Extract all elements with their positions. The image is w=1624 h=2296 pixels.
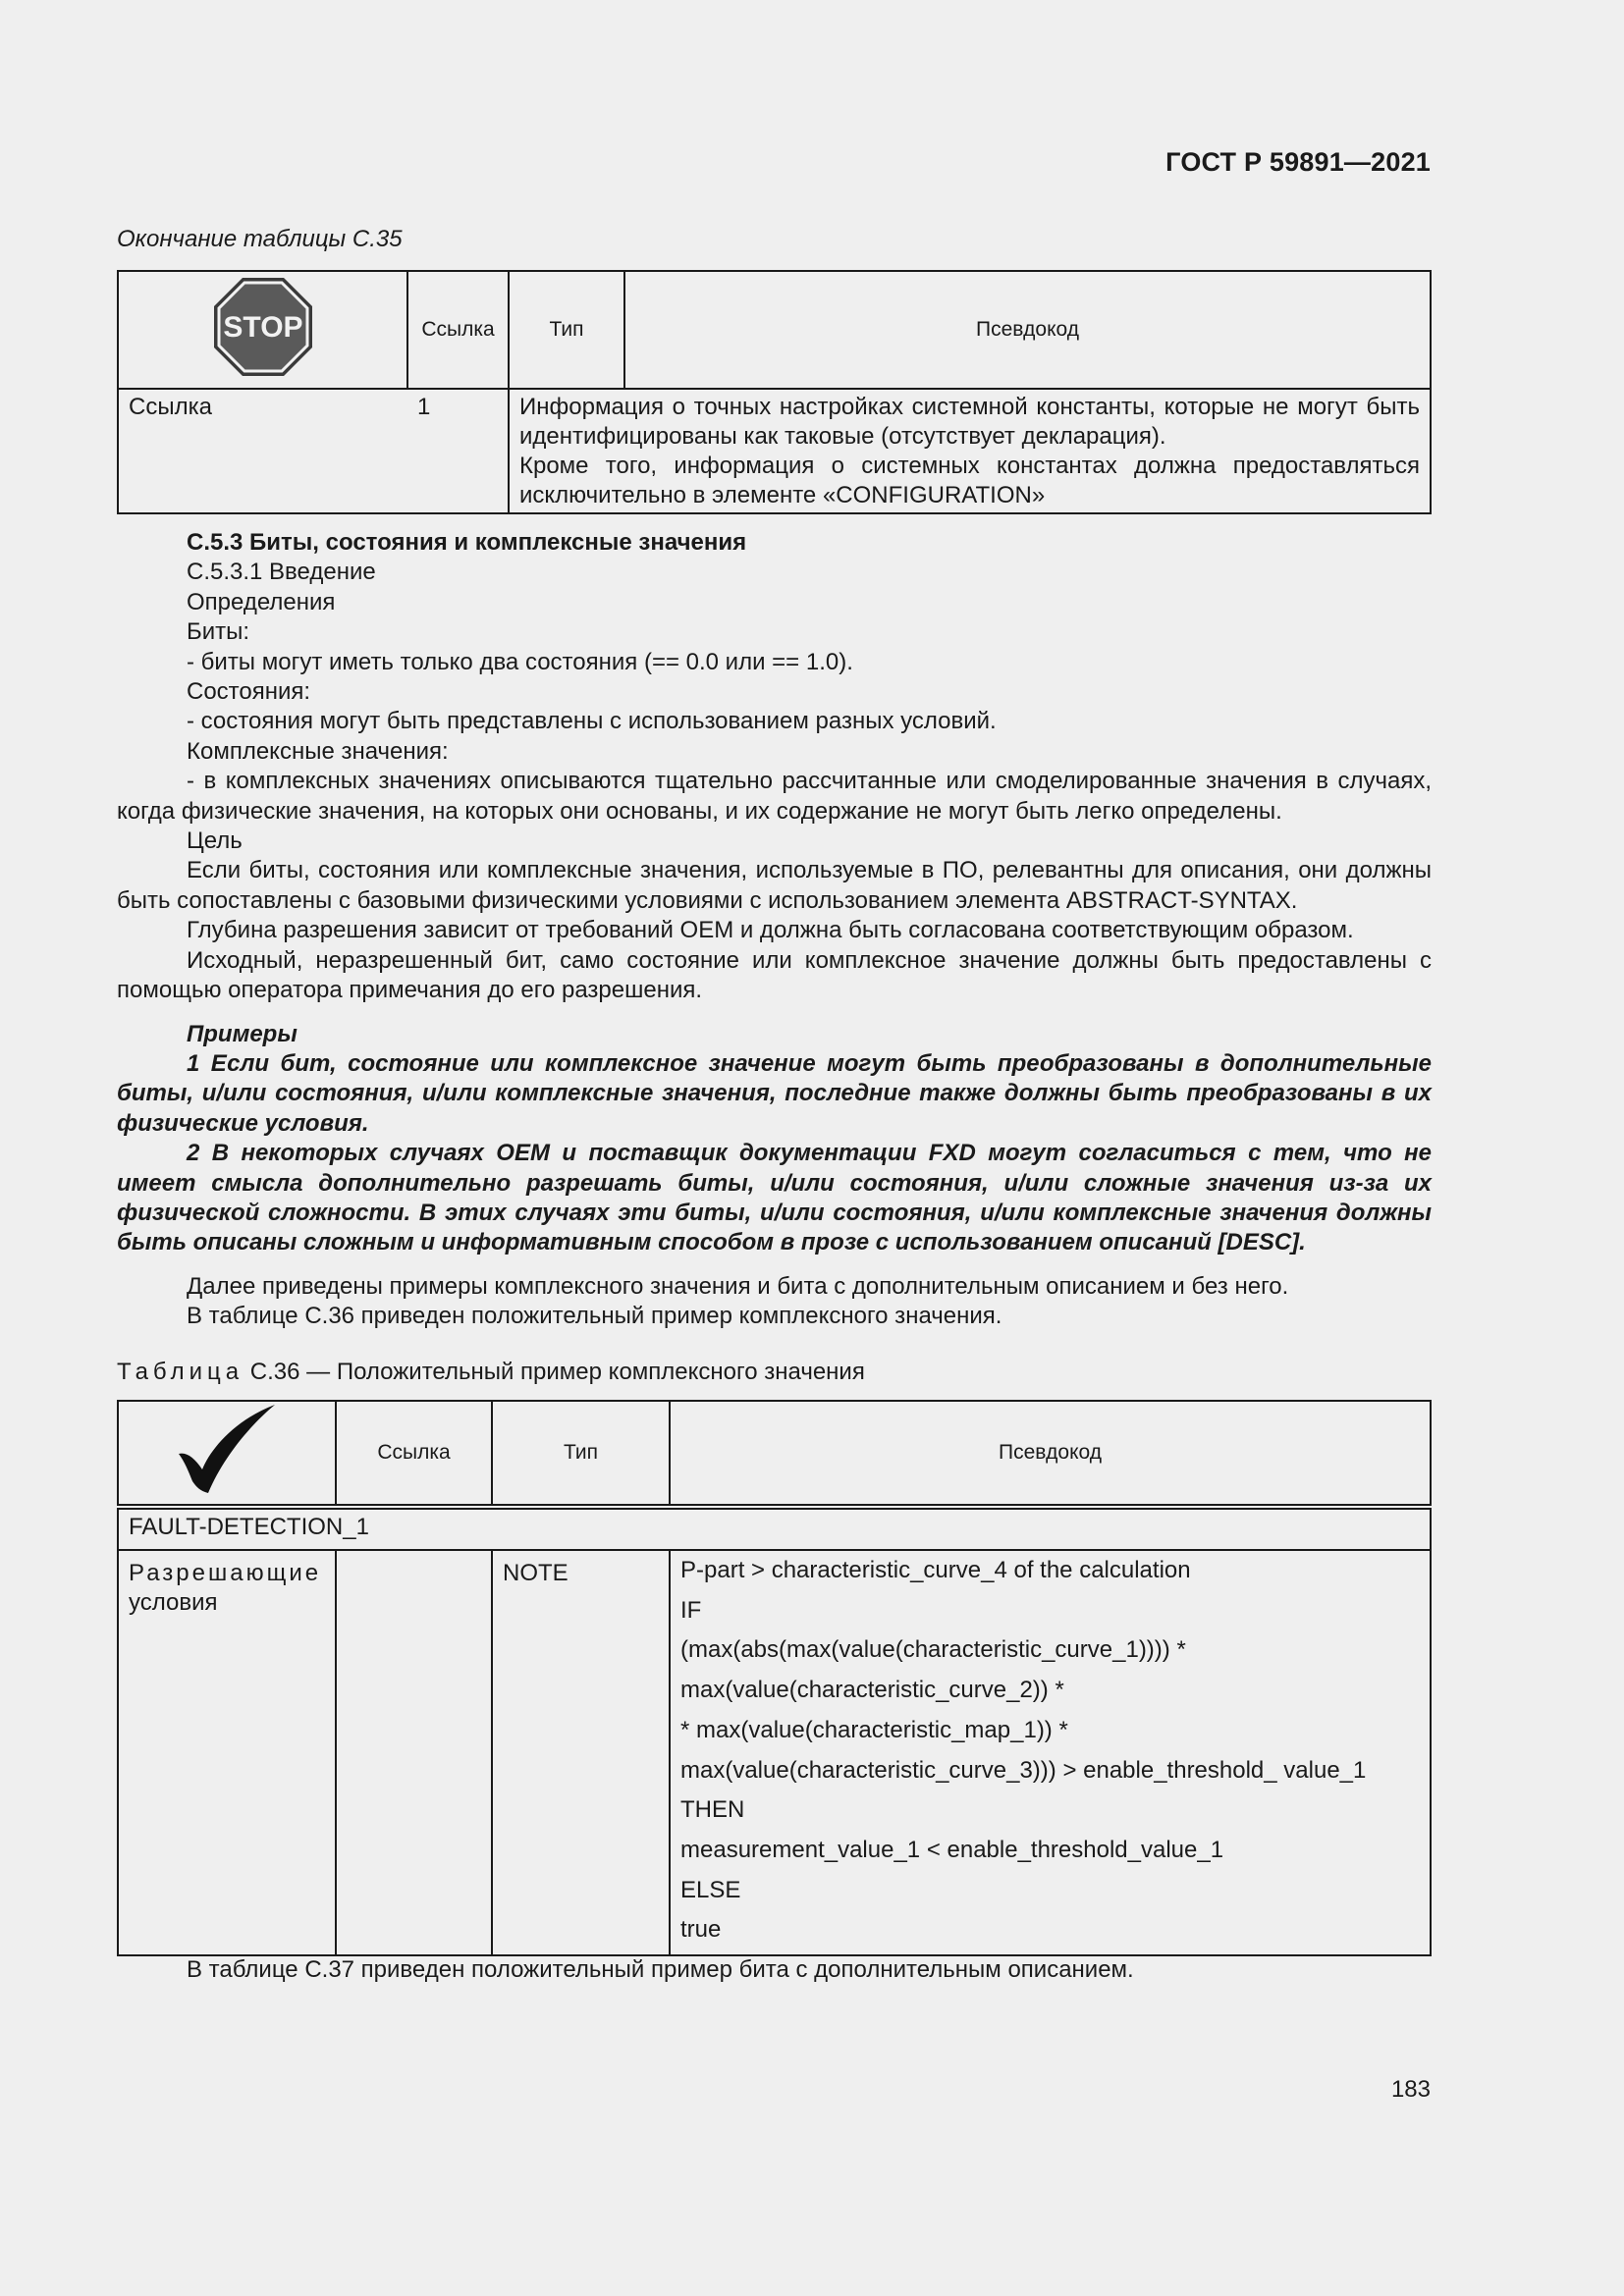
code-line: ELSE [680, 1876, 741, 1903]
column-header-type: Тип [509, 271, 624, 389]
examples-label: Примеры [187, 1020, 298, 1047]
code-line: max(value(characteristic_curve_3))) > enable_threshold_ value_1 [680, 1756, 1367, 1784]
example-2: 2 В некоторых случаях OEM и поставщик документации FXD могут согласиться с тем, что не имеет смысла дополнительно разрешать биты, и/или состояния, и/или сложные значения из-за их физической сложности. В этих случаях эти биты, и/или состояния, и/или комплексные значения должны быть описаны сложным и информативным способом в прозе с использованием описаний [DESC]. [117, 1140, 1432, 1256]
stop-sign-icon [212, 276, 314, 378]
table-header-row [118, 271, 1431, 389]
after-table-text: В таблице С.37 приведен положительный пример бита с дополнительным описанием. [187, 1956, 1134, 1983]
column-header-pseudocode: Псевдокод [670, 1401, 1431, 1507]
row-description-text-1: Информация о точных настройках системной константы, которые не могут быть идентифицированы как таковые (отсутствует декларация). [519, 394, 1420, 450]
group-row [118, 1507, 1431, 1550]
checkmark-icon [173, 1403, 281, 1497]
row-label: Ссылка [118, 389, 407, 513]
pseudocode-cell [670, 1550, 1431, 1955]
table-continuation-caption: Окончание таблицы С.35 [117, 226, 403, 252]
stop-sign-cell [118, 271, 407, 389]
page-number: 183 [1390, 2076, 1431, 2103]
group-label: FAULT-DETECTION_1 [118, 1507, 1431, 1550]
bits-label: Биты: [187, 618, 250, 646]
section-heading: С.5.3 Биты, состояния и комплексные значения [187, 529, 747, 556]
code-line: * max(value(characteristic_map_1)) * [680, 1716, 1068, 1743]
complex-text: - в комплексных значениях описываются тщательно рассчитанные или смоделированные значения в случаях, когда физические значения, на которых они основаны, и их содержание не могут быть легко определены. [117, 768, 1432, 825]
code-line: THEN [680, 1796, 745, 1824]
ref-cell [336, 1550, 492, 1955]
row-label [118, 1550, 336, 1955]
table-c36 [117, 1400, 1432, 1956]
goal-label: Цель [187, 828, 243, 855]
states-label: Состояния: [187, 678, 311, 706]
table-caption-word: Таблица [117, 1359, 244, 1385]
table-reference-text: В таблице С.36 приведен положительный пример комплексного значения. [187, 1303, 1002, 1330]
table-row [118, 1550, 1431, 1955]
code-line: IF [680, 1596, 702, 1624]
row-description [509, 389, 1431, 513]
code-line: max(value(characteristic_curve_2)) * [680, 1677, 1064, 1704]
row-label-line-2: условия [129, 1589, 218, 1616]
table-header-row [118, 1401, 1431, 1507]
depth-text: Глубина разрешения зависит от требований OEM и должна быть согласована соответствующим образом. [187, 917, 1354, 944]
stop-sign-text: STOP [222, 311, 303, 344]
source-text: Исходный, неразрешенный бит, само состояние или комплексное значение должны быть предоставлены с помощью оператора примечания до его разрешения. [117, 946, 1432, 1004]
row-label-line-1: Разрешающие [129, 1560, 322, 1586]
column-header-pseudocode: Псевдокод [624, 271, 1431, 389]
code-line: P-part > characteristic_curve_4 of the calculation [680, 1557, 1191, 1583]
section-body [117, 528, 1432, 1332]
subsection-heading: С.5.3.1 Введение [187, 559, 376, 586]
checkmark-cell [118, 1401, 336, 1507]
row-description-text-2: Кроме того, информация о системных константах должна предоставляться исключительно в элементе «CONFIGURATION» [519, 453, 1420, 508]
table-c35 [117, 270, 1432, 514]
column-header-type: Тип [492, 1401, 670, 1507]
standard-number: ГОСТ Р 59891—2021 [1165, 147, 1431, 177]
code-line: measurement_value_1 < enable_threshold_value_1 [680, 1836, 1224, 1863]
bits-text: - биты могут иметь только два состояния (== 0.0 или == 1.0). [187, 648, 853, 675]
column-header-ref: Ссылка [336, 1401, 492, 1507]
code-line: true [680, 1916, 722, 1944]
table-row [118, 389, 1431, 513]
definitions-label: Определения [187, 588, 336, 615]
example-1: 1 Если бит, состояние или комплексное значение могут быть преобразованы в дополнительные биты, и/или состояния, и/или комплексные значения, последние также должны быть преобразованы в их физические условия. [117, 1049, 1432, 1137]
column-header-ref: Ссылка [407, 271, 509, 389]
states-text: - состояния могут быть представлены с использованием разных условий. [187, 708, 997, 735]
row-number: 1 [407, 389, 509, 513]
table-caption-title: С.36 — Положительный пример комплексного значения [249, 1359, 865, 1385]
further-text: Далее приведены примеры комплексного значения и бита с дополнительным описанием и без него. [187, 1272, 1289, 1300]
goal-text: Если биты, состояния или комплексные значения, используемые в ПО, релевантны для описания, они должны быть сопоставлены с базовыми физическими условиями с использованием элемента ABSTRACT-SYNTAX. [117, 857, 1432, 914]
code-line: (max(abs(max(value(characteristic_curve_1)))) * [680, 1636, 1186, 1664]
table-c36-caption [117, 1359, 865, 1386]
type-cell: NOTE [492, 1550, 670, 1955]
complex-label: Комплексные значения: [187, 737, 449, 765]
